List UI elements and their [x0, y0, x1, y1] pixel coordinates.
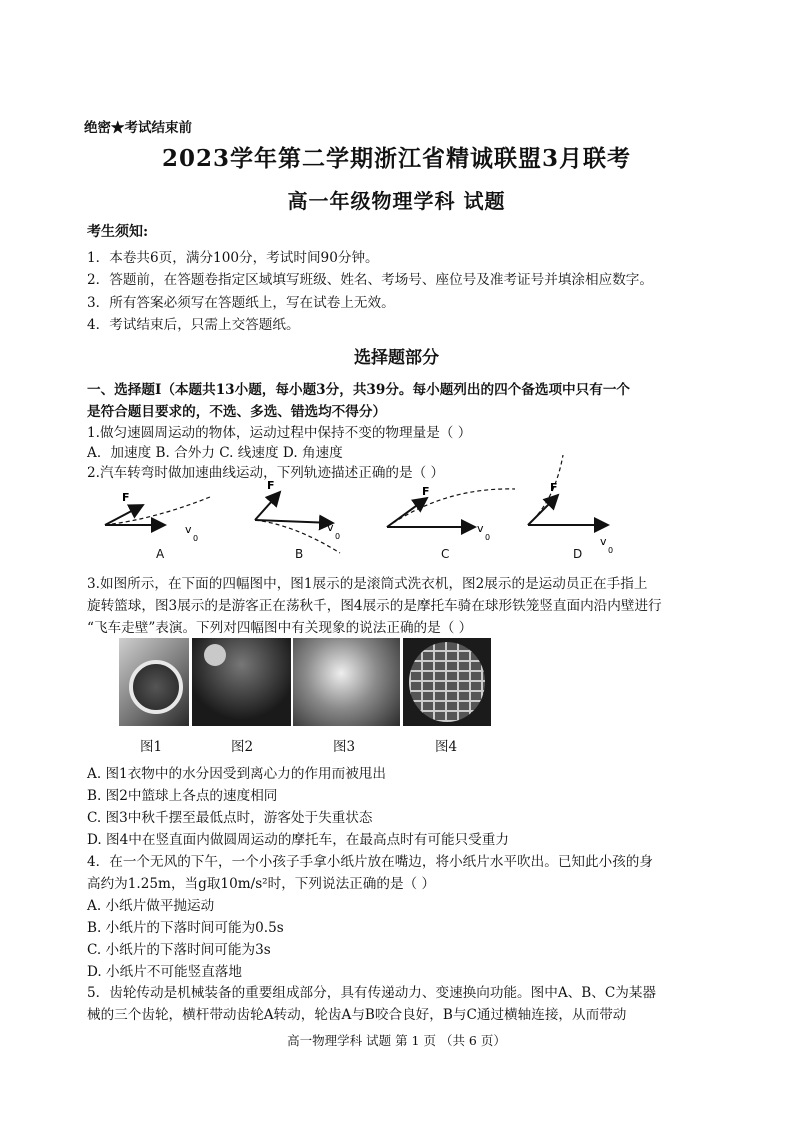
figure-caption: 图1	[140, 739, 163, 755]
notice-item: 2．答题前，在答题卷指定区域填写班级、姓名、考场号、座位号及准考证号并填涂相应数字。	[87, 272, 653, 288]
figure-caption: 图2	[231, 739, 254, 755]
choice-c-label: C	[441, 547, 450, 561]
force-label: F	[550, 481, 558, 494]
question-3-option: D. 图4中在竖直面内做圆周运动的摩托车，在最高点时有可能只受重力	[87, 832, 509, 848]
notice-item: 3．所有答案必须写在答题纸上，写在试卷上无效。	[87, 295, 395, 311]
basketball-photo	[192, 638, 291, 726]
page-footer: 高一物理学科 试题 第 1 页 （共 6 页）	[287, 1033, 506, 1048]
choice-a-label: A	[156, 547, 165, 561]
figure-caption: 图3	[333, 739, 356, 755]
part-instructions-cont: 是符合题目要求的，不选、多选、错选均不得分）	[87, 404, 387, 420]
question-4-option: B. 小纸片的下落时间可能为0.5s	[87, 920, 284, 936]
question-5-stem-cont: 械的三个齿轮，横杆带动齿轮A转动，轮齿A与B咬合良好，B与C通过横轴连接，从而带动	[87, 1007, 627, 1023]
force-label: F	[122, 491, 130, 504]
velocity-label: v	[600, 535, 607, 548]
question-3-option: C. 图3中秋千摆至最低点时，游客处于失重状态	[87, 810, 373, 826]
trajectory-diagrams	[95, 455, 635, 563]
velocity-label: v	[327, 521, 334, 534]
choice-d-diagram	[528, 455, 613, 555]
question-4-stem: 4．在一个无风的下午，一个小孩子手拿小纸片放在嘴边，将小纸片水平吹出。已知此小孩的身	[87, 854, 653, 870]
question-4-option: C. 小纸片的下落时间可能为3s	[87, 942, 271, 958]
velocity-subscript: 0	[608, 546, 614, 555]
washing-machine-photo	[119, 638, 189, 726]
notice-item: 4．考试结束后，只需上交答题纸。	[87, 317, 300, 333]
question-3-stem-cont: “飞车走壁”表演。下列对四幅图中有关现象的说法正确的是（ ）	[87, 620, 473, 636]
choice-d-label: D	[573, 547, 583, 561]
swing-photo	[293, 638, 400, 726]
exam-subtitle: 高一年级物理学科 试题	[287, 189, 506, 213]
part-instructions: 一、选择题Ⅰ（本题共13小题，每小题3分，共39分。每小题列出的四个备选项中只有一个	[87, 382, 631, 398]
globe-of-death-photo	[403, 638, 491, 726]
velocity-label: v	[477, 522, 484, 535]
question-3-option: A. 图1衣物中的水分因受到离心力的作用而被甩出	[87, 766, 386, 782]
question-1-stem: 1.做匀速圆周运动的物体，运动过程中保持不变的物理量是（ ）	[87, 425, 472, 441]
question-4-option: A. 小纸片做平抛运动	[87, 898, 215, 914]
velocity-subscript: 0	[335, 532, 341, 541]
question-2-stem: 2.汽车转弯时做加速曲线运动，下列轨迹描述正确的是（ ）	[87, 465, 445, 481]
force-label: F	[267, 479, 275, 492]
choice-a-diagram	[105, 491, 210, 543]
confidential-label: 绝密★考试结束前	[84, 120, 192, 136]
exam-title: 2023学年第二学期浙江省精诚联盟3月联考	[161, 145, 632, 172]
choice-c-diagram	[387, 485, 515, 542]
section-title: 选择题部分	[354, 348, 439, 368]
force-label: F	[422, 485, 430, 498]
question-4-option: D. 小纸片不可能竖直落地	[87, 964, 242, 980]
velocity-label: v	[185, 523, 192, 536]
notice-heading: 考生须知:	[87, 224, 149, 240]
question-3-stem-cont: 旋转篮球，图3展示的是游客正在荡秋千，图4展示的是摩托车骑在球形铁笼竖直面内沿内壁进行	[87, 598, 662, 614]
question-1-options: A．加速度 B. 合外力 C. 线速度 D. 角速度	[87, 445, 343, 461]
choice-b-label: B	[295, 547, 304, 561]
notice-item: 1．本卷共6页，满分100分，考试时间90分钟。	[87, 250, 379, 266]
question-4-stem-cont: 高约为1.25m，当g取10m/s²时，下列说法正确的是（ ）	[87, 876, 436, 892]
velocity-subscript: 0	[485, 533, 491, 542]
figure-caption: 图4	[435, 739, 458, 755]
question-5-stem: 5．齿轮传动是机械装备的重要组成部分，具有传递动力、变速换向功能。图中A、B、C为某器	[87, 985, 657, 1001]
velocity-subscript: 0	[193, 534, 199, 543]
question-3-stem: 3.如图所示，在下面的四幅图中，图1展示的是滚筒式洗衣机，图2展示的是运动员正在手指上	[87, 576, 648, 592]
choice-b-diagram	[255, 479, 340, 553]
question-3-option: B. 图2中篮球上各点的速度相同	[87, 788, 278, 804]
